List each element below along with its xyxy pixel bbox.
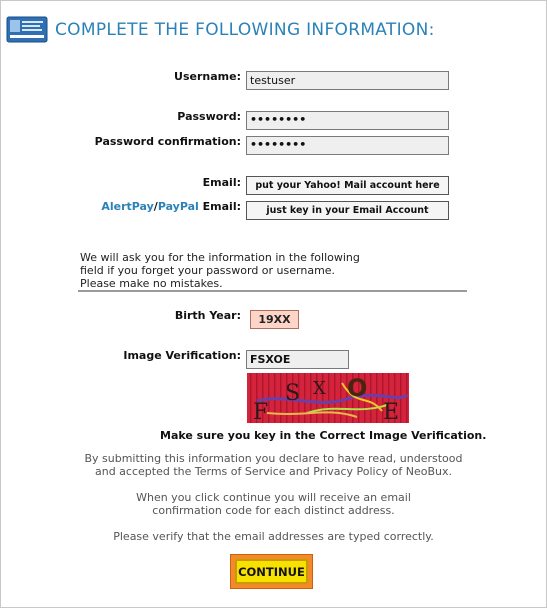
alertpay-email-input[interactable]: just key in your Email Account: [246, 201, 449, 220]
continue-button[interactable]: CONTINUE: [235, 559, 308, 584]
svg-text:F: F: [253, 400, 269, 423]
terms-text-line-2: and accepted the Terms of Service and Privacy Policy of NeoBux.: [94, 465, 453, 478]
svg-text:O: O: [347, 374, 368, 402]
password-input[interactable]: ••••••••: [246, 111, 449, 130]
password-confirmation-input[interactable]: ••••••••: [246, 136, 449, 155]
section-divider: [78, 290, 467, 292]
alertpay-paypal-email-label: [101, 200, 241, 213]
alertpay-email-label-text: Email:: [202, 200, 241, 213]
verify-email-note: Please verify that the email addresses are typed correctly.: [113, 530, 434, 543]
email-input[interactable]: put your Yahoo! Mail account here: [246, 176, 449, 195]
svg-text:E: E: [383, 400, 400, 423]
link-separator: /: [153, 200, 158, 213]
page-title: COMPLETE THE FOLLOWING INFORMATION:: [55, 20, 435, 40]
email-confirm-line-2: confirmation code for each distinct address.: [152, 504, 395, 517]
email-confirm-line-1: When you click continue you will receive an email: [136, 491, 411, 504]
id-card-icon: [6, 13, 50, 45]
password-confirmation-label: Password confirmation:: [94, 135, 241, 148]
captcha-image: [247, 373, 409, 423]
security-note-line-3: Please make no mistakes.: [80, 277, 223, 290]
alertpay-link[interactable]: AlertPay: [101, 200, 154, 213]
security-note-line-1: We will ask you for the information in the following: [80, 251, 360, 264]
continue-button-frame[interactable]: [230, 554, 313, 589]
email-label: Email:: [202, 176, 241, 189]
security-note-line-2: field if you forget your password or username.: [80, 264, 336, 277]
birth-year-field[interactable]: 19XX: [250, 310, 299, 329]
username-input[interactable]: testuser: [246, 71, 449, 90]
svg-text:S: S: [285, 381, 301, 406]
paypal-link[interactable]: PayPal: [157, 200, 199, 213]
image-verification-input[interactable]: FSXOE: [246, 350, 349, 369]
svg-text:X: X: [313, 378, 326, 399]
captcha-warning: Make sure you key in the Correct Image Verification.: [160, 429, 487, 442]
image-verification-label: Image Verification:: [123, 349, 241, 362]
username-label: Username:: [174, 70, 241, 83]
terms-text-line-1: By submitting this information you declare to have read, understood: [84, 452, 463, 465]
birth-year-label: Birth Year:: [174, 309, 241, 322]
password-label: Password:: [177, 110, 241, 123]
